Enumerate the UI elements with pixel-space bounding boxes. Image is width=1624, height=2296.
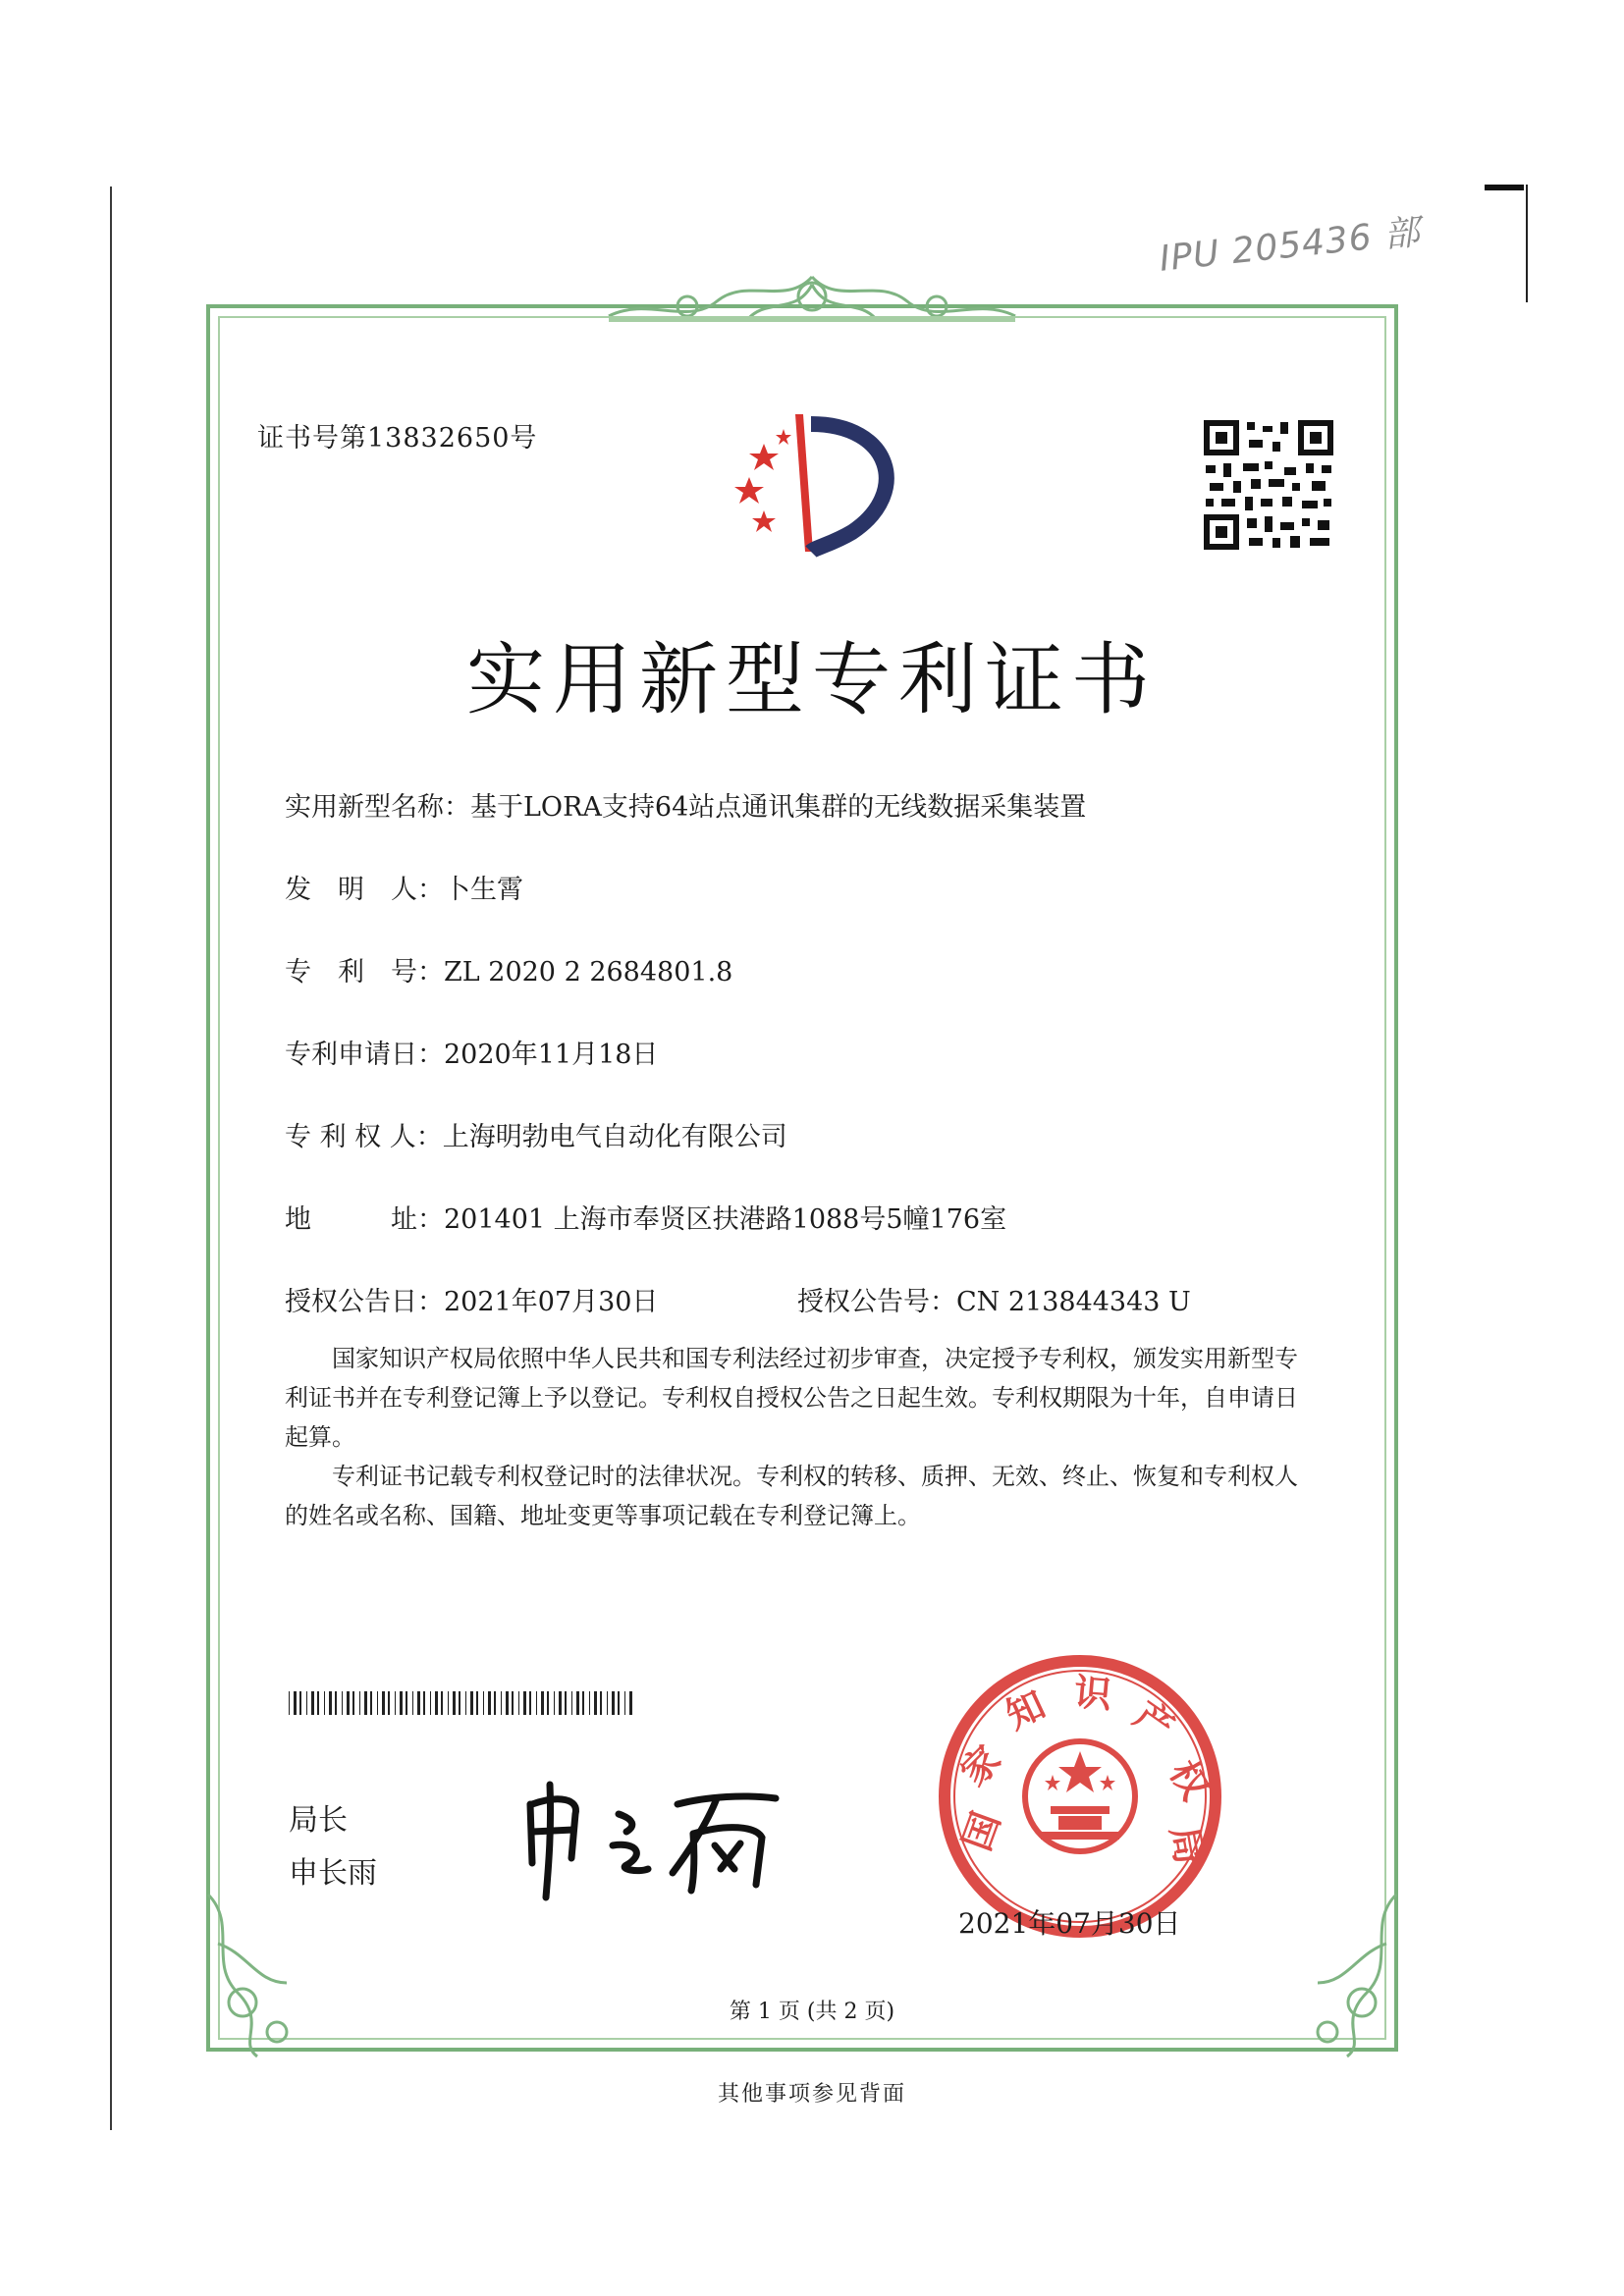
seal-char: 局	[1162, 1823, 1212, 1868]
director-name: 申长雨	[289, 1856, 377, 1891]
field-inventor	[285, 868, 523, 906]
field-value: 基于LORA支持64站点通讯集群的无线数据采集装置	[470, 792, 1087, 823]
certificate-title: 实用新型专利证书	[466, 634, 1158, 725]
corner-ornament-bottom-left	[198, 1885, 316, 2061]
scan-edge-line	[110, 187, 112, 2130]
scan-edge-mark	[1485, 185, 1524, 190]
back-side-note: 其他事项参见背面	[717, 2082, 906, 2107]
field-patentee	[285, 1115, 787, 1153]
field-utility-model-name	[285, 785, 1086, 824]
certificate-number: 证书号第13832650号	[257, 423, 538, 454]
field-label: 专 利 权 人：	[285, 1122, 443, 1152]
statement-paragraph: 国家知识产权局依照中华人民共和国专利法经过初步审查，决定授予专利权，颁发实用新型专利证书并在专利登记簿上予以登记。专利权自授权公告之日起生效。专利权期限为十年，自申请日起算。	[285, 1345, 1298, 1451]
certificate-statement	[285, 1339, 1316, 1535]
field-label: 实用新型名称：	[285, 792, 470, 823]
qr-code	[1204, 420, 1333, 550]
seal-date: 2021年07月30日	[958, 1907, 1181, 1940]
page-indicator: 第 1 页 (共 2 页)	[729, 2000, 895, 2024]
field-label: 专 利 号：	[285, 957, 444, 988]
field-patent-number	[285, 950, 732, 988]
top-ornament	[589, 267, 1035, 336]
corner-ornament-bottom-right	[1288, 1885, 1406, 2061]
cnipa-logo-icon	[695, 395, 911, 571]
field-value: CN 213844343 U	[956, 1287, 1191, 1317]
field-label: 地 址：	[285, 1204, 444, 1235]
seal-char: 识	[1072, 1670, 1113, 1717]
seal-char: 权	[1161, 1753, 1218, 1807]
field-filing-date	[285, 1033, 658, 1071]
field-label: 授权公告号：	[797, 1287, 956, 1317]
director-title: 局长	[289, 1803, 348, 1838]
field-label: 专利申请日：	[285, 1040, 444, 1070]
scan-edge-mark-vertical	[1526, 185, 1528, 302]
field-label: 授权公告日：	[285, 1287, 444, 1317]
handwritten-note: IPU 205436 部	[1157, 212, 1423, 280]
field-value: 卜生霄	[444, 875, 523, 905]
statement-paragraph: 专利证书记载专利权登记时的法律状况。专利权的转移、质押、无效、终止、恢复和专利权人的姓名或名称、国籍、地址变更等事项记载在专利登记簿上。	[285, 1463, 1298, 1529]
field-address	[285, 1198, 1006, 1236]
field-value: 2021年07月30日	[444, 1287, 659, 1317]
field-value: ZL 2020 2 2684801.8	[444, 957, 733, 988]
field-value: 201401 上海市奉贤区扶港路1088号5幢176室	[444, 1204, 1007, 1235]
field-grant-number	[797, 1280, 1191, 1318]
director-block	[289, 1794, 377, 1900]
seal-char: 产	[1126, 1692, 1182, 1750]
seal-char: 知	[999, 1682, 1053, 1738]
seal-char: 国	[954, 1806, 1008, 1856]
field-grant-date	[285, 1280, 658, 1318]
seal-char: 家	[951, 1736, 1009, 1794]
director-signature	[511, 1775, 805, 1902]
official-seal	[933, 1649, 1227, 1944]
field-label: 发 明 人：	[285, 875, 444, 905]
field-value: 2020年11月18日	[444, 1040, 659, 1070]
field-value: 上海明勃电气自动化有限公司	[442, 1122, 787, 1152]
barcode	[289, 1691, 634, 1715]
